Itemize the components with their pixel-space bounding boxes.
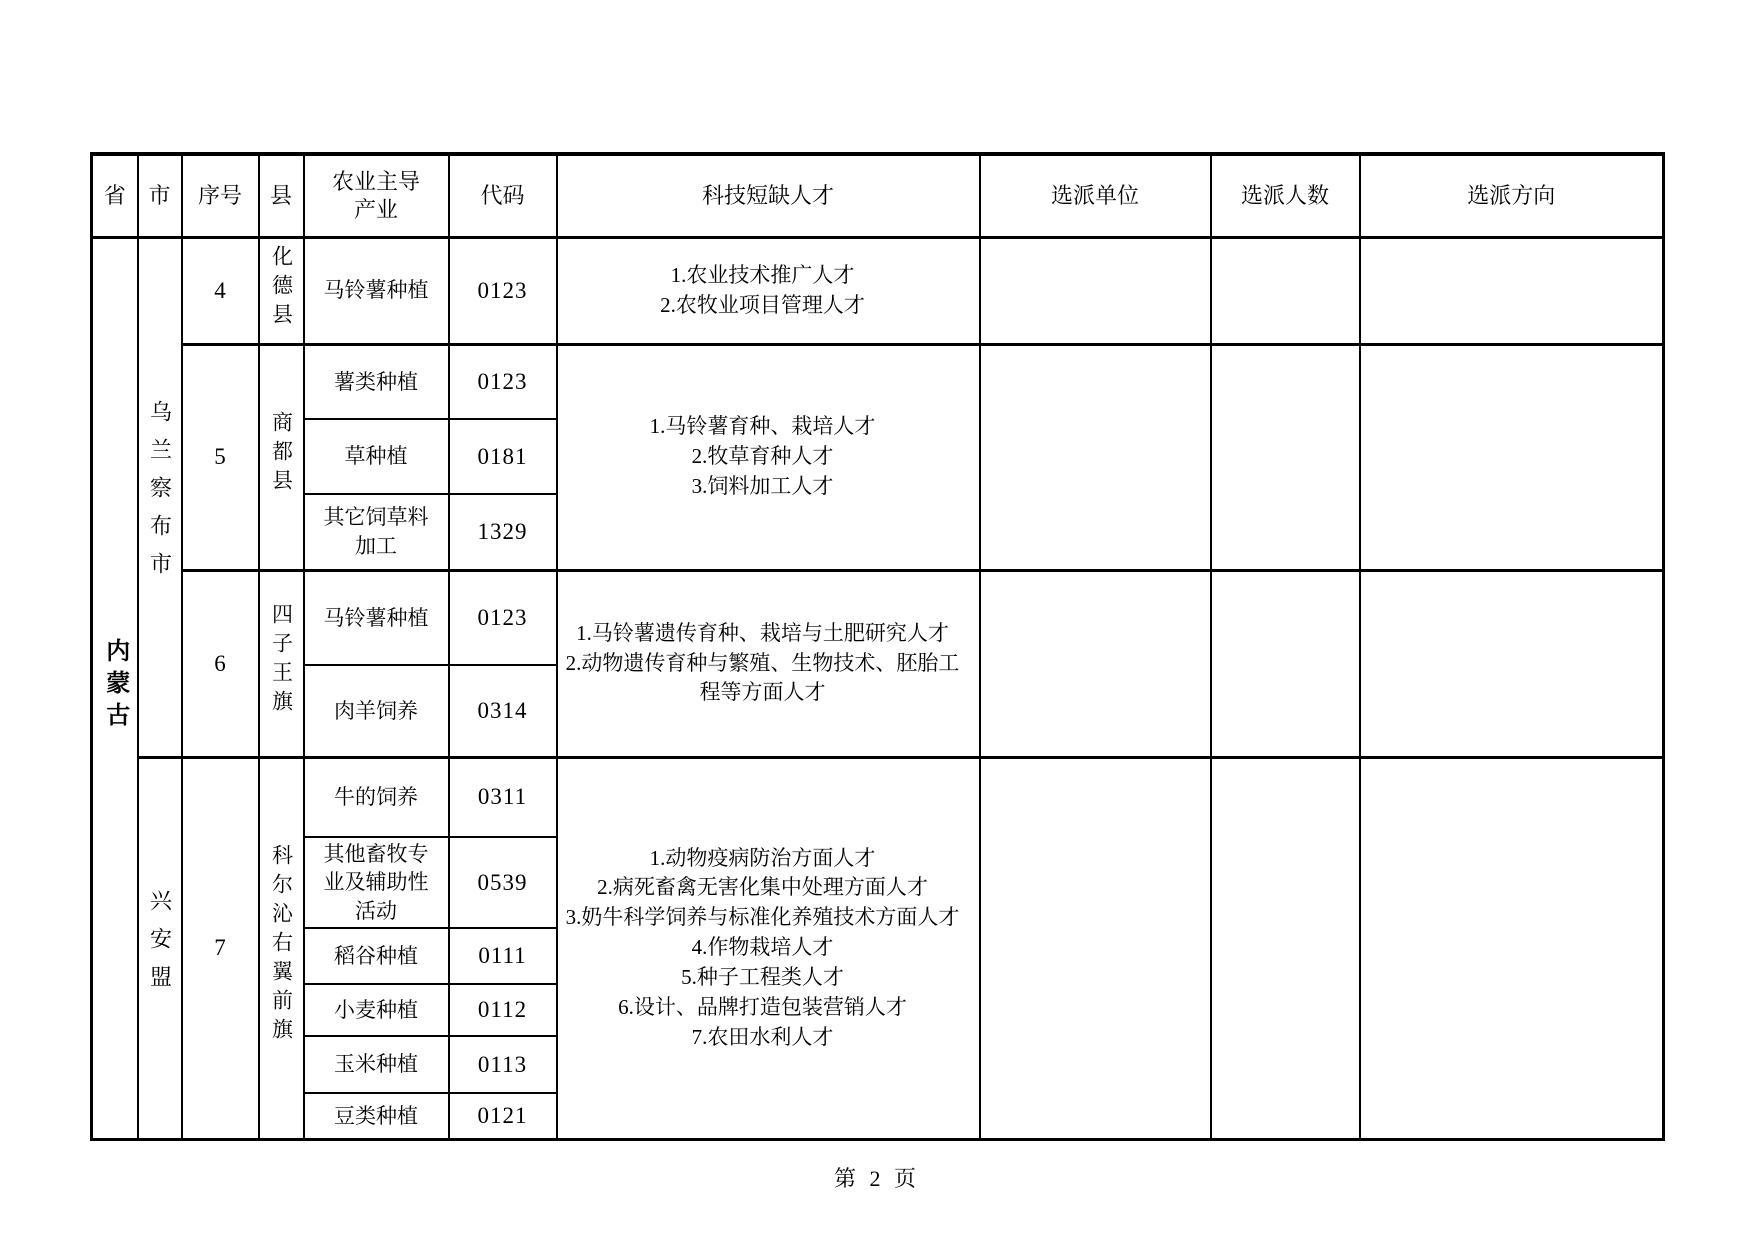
direction-cell xyxy=(1360,344,1664,570)
talent-line: 1.马铃薯遗传育种、栽培与土肥研究人才 xyxy=(576,620,949,645)
talent-line: 1.动物疫病防治方面人才 xyxy=(649,845,876,870)
count-cell xyxy=(1211,757,1360,1139)
county-cell xyxy=(259,237,304,344)
industry-cell: 肉羊饲养 xyxy=(304,665,449,757)
unit-cell xyxy=(980,570,1211,757)
code-cell: 0311 xyxy=(449,757,557,837)
code-cell: 0539 xyxy=(449,837,557,928)
header-county: 县 xyxy=(259,154,304,237)
header-direction: 选派方向 xyxy=(1360,154,1664,237)
talent-table xyxy=(90,152,1665,1141)
talent-line: 1.农业技术推广人才 xyxy=(670,262,855,287)
talent-line: 2.病死畜禽无害化集中处理方面人才 xyxy=(597,875,928,900)
county-cell xyxy=(259,344,304,570)
code-cell: 0123 xyxy=(449,570,557,665)
code-cell: 0123 xyxy=(449,344,557,419)
industry-cell: 马铃薯种植 xyxy=(304,570,449,665)
unit-cell xyxy=(980,237,1211,344)
count-cell xyxy=(1211,344,1360,570)
unit-cell xyxy=(980,344,1211,570)
talent-line: 7.农田水利人才 xyxy=(691,1024,834,1049)
city-cell-wulanchabu xyxy=(138,237,182,757)
talent-line: 3.饲料加工人才 xyxy=(691,473,834,498)
talent-cell xyxy=(557,757,980,1139)
city-label: 乌兰察布市 xyxy=(147,399,173,590)
header-code: 代码 xyxy=(449,154,557,237)
talent-line: 4.作物栽培人才 xyxy=(691,935,834,960)
talent-cell xyxy=(557,344,980,570)
talent-cell xyxy=(557,237,980,344)
code-cell: 0181 xyxy=(449,419,557,494)
count-cell xyxy=(1211,237,1360,344)
talent-line: 5.种子工程类人才 xyxy=(681,964,844,989)
talent-line: 2.牧草育种人才 xyxy=(691,444,834,469)
code-cell: 0112 xyxy=(449,984,557,1036)
header-city: 市 xyxy=(138,154,182,237)
industry-cell: 小麦种植 xyxy=(304,984,449,1036)
industry-cell: 牛的饲养 xyxy=(304,757,449,837)
code-cell: 0123 xyxy=(449,237,557,344)
talent-line: 1.马铃薯育种、栽培人才 xyxy=(649,414,876,439)
talent-line: 2.农牧业项目管理人才 xyxy=(660,292,865,317)
direction-cell xyxy=(1360,570,1664,757)
county-cell xyxy=(259,757,304,1139)
header-seq: 序号 xyxy=(182,154,259,237)
city-label: 兴安盟 xyxy=(147,888,173,1003)
seq-cell: 6 xyxy=(182,570,259,757)
seq-cell: 4 xyxy=(182,237,259,344)
code-cell: 1329 xyxy=(449,494,557,570)
header-unit: 选派单位 xyxy=(980,154,1211,237)
city-cell-xinganmeng xyxy=(138,757,182,1139)
industry-cell: 其他畜牧专业及辅助性活动 xyxy=(304,837,449,928)
province-label: 内蒙古 xyxy=(101,637,129,734)
direction-cell xyxy=(1360,757,1664,1139)
industry-cell: 稻谷种植 xyxy=(304,928,449,984)
industry-cell: 豆类种植 xyxy=(304,1093,449,1139)
header-industry: 农业主导产业 xyxy=(304,154,449,237)
code-cell: 0121 xyxy=(449,1093,557,1139)
seq-cell: 7 xyxy=(182,757,259,1139)
code-cell: 0314 xyxy=(449,665,557,757)
direction-cell xyxy=(1360,237,1664,344)
county-label: 化德县 xyxy=(269,244,294,332)
unit-cell xyxy=(980,757,1211,1139)
county-label: 科尔沁右翼前旗 xyxy=(269,844,294,1048)
talent-line: 3.奶牛科学饲养与标准化养殖技术方面人才 xyxy=(565,905,960,930)
header-talent: 科技短缺人才 xyxy=(557,154,980,237)
county-cell xyxy=(259,570,304,757)
talent-line: 6.设计、品牌打造包装营销人才 xyxy=(618,994,907,1019)
page-number: 第 2 页 xyxy=(833,1166,920,1191)
county-label: 商都县 xyxy=(269,411,294,498)
header-row xyxy=(92,154,1664,237)
code-cell: 0113 xyxy=(449,1036,557,1093)
talent-line: 2.动物遗传育种与繁殖、生物技术、胚胎工程等方面人才 xyxy=(565,650,960,705)
industry-cell: 玉米种植 xyxy=(304,1036,449,1093)
industry-cell: 草种植 xyxy=(304,419,449,494)
industry-cell: 马铃薯种植 xyxy=(304,237,449,344)
county-label: 四子王旗 xyxy=(269,603,294,719)
header-count: 选派人数 xyxy=(1211,154,1360,237)
count-cell xyxy=(1211,570,1360,757)
industry-cell: 其它饲草料加工 xyxy=(304,494,449,570)
header-province: 省 xyxy=(92,154,138,237)
seq-cell: 5 xyxy=(182,344,259,570)
industry-cell: 薯类种植 xyxy=(304,344,449,419)
talent-cell xyxy=(557,570,980,757)
province-cell xyxy=(92,237,138,1139)
code-cell: 0111 xyxy=(449,928,557,984)
